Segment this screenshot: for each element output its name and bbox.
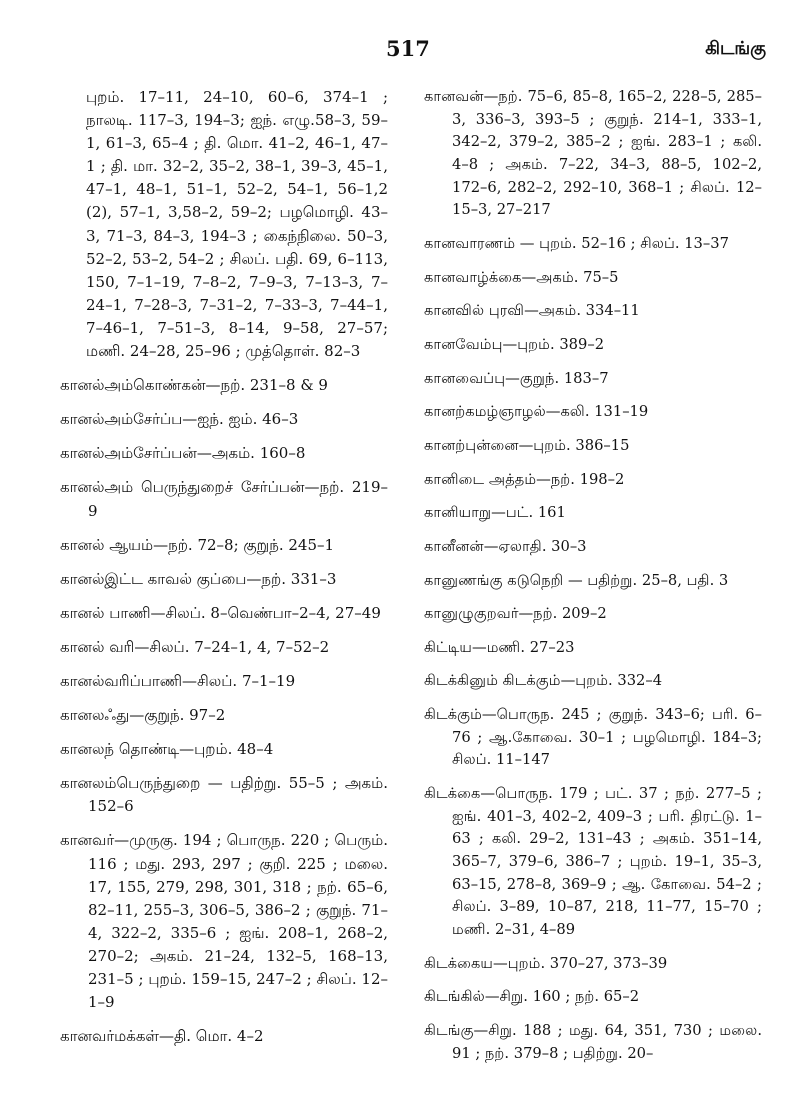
index-entry: கானல் பாணி—சிலப். 8–வெண்பா–2–4, 27–49	[60, 603, 381, 622]
running-head: கிடங்கு	[705, 38, 766, 59]
index-entry: கானல் வரி—சிலப். 7–24–1, 4, 7–52–2	[60, 637, 330, 656]
index-entry-continued: புறம். 17–11, 24–10, 60–6, 374–1 ; நாலடி. 117–3, 194–3; ஐந். எழு.58–3, 59–1, 61–3, 65–4 ; தி. மொ. 41–2, 46–1, 47–1 ; தி. மா. 32–2, 35–2, 38–1, 39–3, 45–1, 47–1, 48–1, 51–1, 52–2, 54–1, 56–1,2 (2), 57–1, 3,58–2, 59–2; பழமொழி. 43–3, 71–3, 84–3, 194–3 ; கைந்நிலை. 50–3, 52–2, 53–2, 54–2 ; சிலப். பதி. 69, 6–113, 150, 7–1–19, 7–8–2, 7–9–3, 7–13–3, 7–24–1, 7–28–3, 7–31–2, 7–33–3, 7–44–1, 7–46–1, 7–51–3, 8–14, 9–58, 27–57; மணி. 24–28, 25–96 ; முத்தொள். 82–3	[86, 88, 388, 361]
index-entry: கானிடை அத்தம்—நற். 198–2	[424, 470, 625, 488]
index-entry: கானவைப்பு—குறுந். 183–7	[424, 369, 609, 387]
index-entry: கானல்அம்சேர்ப்பன்—அகம். 160–8	[60, 444, 306, 463]
page-number: 517	[386, 36, 430, 61]
index-entry: கானல்இட்ட காவல் குப்பை—நற். 331–3	[60, 569, 337, 588]
index-entry: கானல்அம் பெருந்துறைச் சேர்ப்பன்—நற். 219–9	[60, 478, 388, 520]
index-entry: கானல்வரிப்பாணி—சிலப். 7–1–19	[60, 671, 296, 690]
index-entry: கிடக்கைய—புறம். 370–27, 373–39	[424, 954, 668, 972]
index-entry: கானவாரணம் — புறம். 52–16 ; சிலப். 13–37	[424, 234, 729, 252]
page-header	[0, 36, 800, 70]
index-entry: கானீனன்—ஏலாதி. 30–3	[424, 537, 587, 555]
index-entry: கானுணங்கு கடுநெறி — பதிற்று. 25–8, பதி. 3	[424, 571, 729, 589]
index-entry: கானவேம்பு—புறம். 389–2	[424, 335, 605, 353]
index-entry: கானலஃது—குறுந். 97–2	[60, 706, 226, 725]
index-entry: கானவாழ்க்கை—அகம். 75–5	[424, 268, 619, 286]
index-entry: கானுழுகுறவர்—நற். 209–2	[424, 605, 607, 623]
index-entry: கிட்டிய—மணி. 27–23	[424, 638, 575, 656]
index-entry: கானல்அம்சேர்ப்ப—ஐந். ஐம். 46–3	[60, 410, 299, 429]
index-entry: கிடங்கு—சிறு. 188 ; மது. 64, 351, 730 ; மலை. 91 ; நற். 379–8 ; பதிற்று. 20–	[424, 1022, 762, 1062]
index-entry: கானவில் புரவி—அகம். 334–11	[424, 302, 640, 320]
index-entry: கிடக்கும்—பொருந. 245 ; குறுந். 343–6; பரி. 6–76 ; ஆ.கோவை. 30–1 ; பழமொழி. 184–3; சிலப். 11–147	[424, 706, 762, 769]
index-entry: கானவன்—நற். 75–6, 85–8, 165–2, 228–5, 285–3, 336–3, 393–5 ; குறுந். 214–1, 333–1, 342–2, 379–2, 385–2 ; ஐங். 283–1 ; கலி. 4–8 ; அகம். 7–22, 34–3, 88–5, 102–2, 172–6, 282–2, 292–10, 368–1 ; சிலப். 12–15–3, 27–217	[424, 88, 762, 219]
index-entry: கானியாறு—பட். 161	[424, 504, 566, 522]
index-entry: கிடக்கை—பொருந. 179 ; பட். 37 ; நற். 277–5 ; ஐங். 401–3, 402–2, 409–3 ; பரி. திரட்டு. 1–63 ; கலி. 29–2, 131–43 ; அகம். 351–14, 365–7, 379–6, 386–7 ; புறம். 19–1, 35–3, 63–15, 278–8, 369–9 ; ஆ. கோவை. 54–2 ; சிலப். 3–89, 10–87, 218, 11–77, 15–70 ; மணி. 2–31, 4–89	[424, 785, 762, 939]
index-entry: கானலம்பெருந்துறை — பதிற்று. 55–5 ; அகம். 152–6	[60, 774, 388, 816]
index-entry: கானல் ஆயம்—நற். 72–8; குறுந். 245–1	[60, 535, 335, 554]
left-column	[60, 86, 388, 1059]
index-entry: கானவர்—முருகு. 194 ; பொருந. 220 ; பெரும். 116 ; மது. 293, 297 ; குறி. 225 ; மலை. 17, 155, 279, 298, 301, 318 ; நற். 65–6, 82–11, 255–3, 306–5, 386–2 ; குறுந். 71–4, 322–2, 335–6 ; ஐங். 208–1, 268–2, 270–2; அகம். 21–24, 132–5, 168–13, 231–5 ; புறம். 159–15, 247–2 ; சிலப். 12–1–9	[60, 831, 388, 1012]
index-entry: கிடக்கினும் கிடக்கும்—புறம். 332–4	[424, 672, 663, 690]
index-entry: கிடங்கில்—சிறு. 160 ; நற். 65–2	[424, 988, 640, 1006]
index-entry: கானவர்மக்கள்—தி. மொ. 4–2	[60, 1027, 264, 1046]
right-column	[424, 86, 762, 1076]
index-entry: கானற்புன்னை—புறம். 386–15	[424, 436, 630, 454]
index-entry: கானல்அம்கொண்கன்—நற். 231–8 & 9	[60, 376, 328, 395]
index-entry: கானலந் தொண்டி—புறம். 48–4	[60, 740, 274, 759]
index-entry: கானற்கமழ்ஞாழல்—கலி. 131–19	[424, 403, 649, 421]
